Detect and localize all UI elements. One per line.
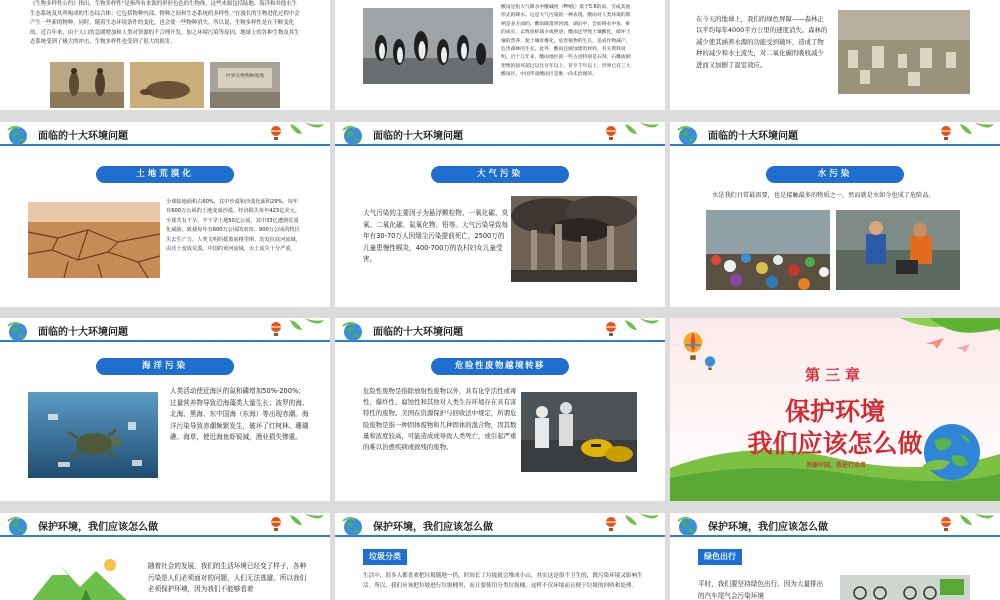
slide-title: 面临的十大环境问题	[373, 327, 463, 338]
balloon-leaves-decoration	[605, 122, 661, 146]
globe-icon	[6, 515, 30, 537]
forest-text: 在今天的地球上，我们的绿色屏障——森林正以平均每年4000平方公里的速度消失。森林的减少使其涵养水源的功能受到破坏，造成了物种的减少和水土流失，对二氧化碳的吸收减少进而又加剧了温室效应。	[696, 15, 828, 69]
photo-stumps	[838, 10, 970, 94]
photo-toxic-barrels	[521, 392, 637, 472]
balloon-leaves-decoration	[605, 318, 661, 342]
globe-icon	[676, 124, 700, 146]
slide-water	[670, 122, 1000, 307]
photo-carcass	[130, 62, 204, 108]
photo-polluted-shore	[706, 210, 830, 290]
ocean-label: 海洋污染	[96, 358, 234, 375]
slide-acid-rain	[335, 0, 665, 110]
desert-text: 全球陆地面积占60%，其中沙漠和沙漠化面积29%。每年有600万公顷的土地变成沙漠。经济损失每年423亿美元。全球共有干旱、半干旱土地50亿公顷，其中33亿遭到荒漠化威胁。致使每年有600万公顷的农田、900万公顷的牧区失去生产力。人类文明的摇篮底格里斯、幼发拉底河流域，由沃土变成荒漠。中国的黄河流域，水土流失十分严重。	[166, 199, 301, 253]
slide-header	[670, 122, 1000, 146]
hot-air-balloon-icon	[682, 332, 704, 362]
green-mountains-illustration	[30, 553, 130, 600]
globe-icon	[676, 515, 700, 537]
slide-header	[670, 513, 1000, 537]
hazard-label: 危险性废物越境转移	[431, 358, 569, 375]
slide-title: 面临的十大环境问题	[708, 131, 798, 142]
globe-icon	[341, 124, 365, 146]
slide-title: 保护环境，我们应该怎么做	[708, 522, 828, 533]
chapter-number: 第三章	[804, 366, 865, 384]
balloon-leaves-decoration	[605, 513, 661, 537]
water-label: 水污染	[766, 166, 904, 183]
balloon-leaves-decoration	[940, 513, 996, 537]
photo-penguins	[363, 8, 493, 84]
slide-header	[335, 318, 665, 342]
slide-title: 面临的十大环境问题	[38, 327, 128, 338]
globe-icon	[341, 320, 365, 342]
balloon-leaves-decoration	[270, 318, 326, 342]
balloon-leaves-decoration	[940, 122, 996, 146]
slide-biodiversity	[0, 0, 330, 110]
slide-desert	[0, 122, 330, 307]
paper-plane-icon	[926, 338, 944, 349]
slide-title: 保护环境，我们应该怎么做	[373, 522, 493, 533]
globe-icon	[6, 320, 30, 342]
air-text: 大气污染的主要因子为悬浮颗粒物、一氧化碳、臭氧、二氧化碳、氮氧化物、铅等。大气污染导致每年有30-70万人因烟尘污染提前死亡，2500万的儿童患慢性喉炎，400-700万的农村妇女儿童受害。	[363, 209, 509, 264]
slide-air	[335, 122, 665, 307]
slide-title: 面临的十大环境问题	[373, 131, 463, 142]
green-travel-text: 平时，我们要坚持绿色出行。因为大量排出的汽车尾气会污染环境	[698, 580, 824, 600]
photo-cracked-earth	[28, 202, 160, 278]
slide-ocean	[0, 318, 330, 501]
chapter-title-line2: 我们应该怎么做	[747, 429, 923, 458]
paper-plane-icon	[956, 344, 970, 353]
slide-title: 面临的十大环境问题	[38, 131, 128, 142]
hazard-text: 危险性废物是指除放射性废物以外，具有化学活性或毒性、爆炸性、腐蚀性和其他对人类生存环境存在具有害特性的废物。美国在资源保护与回收法中规定，所谓危险废物是指一种固体废物和几种固体的混合物，因其数量和浓度较高，可能造成或导致人类死亡，或引起严重的难以治愈疾病或致残的废物。	[363, 387, 517, 452]
slide-forest	[670, 0, 1000, 110]
slide-green-travel	[670, 513, 1000, 600]
balloon-leaves-decoration	[270, 513, 326, 537]
photo-cleanup-workers	[836, 210, 960, 290]
slide-header	[0, 122, 330, 146]
water-text: 水是我们日常最需要，也是接触最多的物质之一，然而就是水如今也成了危险品。	[712, 192, 935, 199]
earth-globe-icon	[922, 422, 982, 482]
photo-extinct-sign	[210, 62, 280, 108]
acid-rain-text: 酸雨是指大气降水中酸碱度（PH值）低于5.6的雨、雪或其他形式的降水。这是大气污染的一种表现。酸雨对人类环境的影响是多方面的。酸雨降落到河流、湖泊中，会妨碍水中鱼、虾的成长，以致鱼虾减少或绝迹；酸雨还导致土壤酸化，破坏土壤的营养，使土壤贫瘠化，危害植物的生长，造成作物减产，危害森林的生长。此外，酸雨还腐蚀建筑材料，有关资料说明，近十几年来，酸雨地区的一些古迹特别是石刻、石雕或铜塑像的损坏超过以往百年以上，甚至千年以上。世界已有三大酸雨区。中国华南酸雨区是唯一尚未治理的。	[501, 5, 631, 78]
photo-bicycles	[840, 575, 970, 600]
desert-label: 土地荒漠化	[96, 166, 234, 183]
slide-hazard	[335, 318, 665, 501]
slide-header	[335, 122, 665, 146]
garbage-text: 生活中，很多人都喜欢把垃圾随地一扔，时间长了垃圾就会堆成小山，其实这是很不卫生的，既污染环境又影响生活。所以，我们应该把垃圾进行垃圾桶里，而且要使用分类垃圾桶，这样不仅环境而且便于垃圾的回收和处理。	[363, 573, 643, 589]
photo-sea-turtle	[28, 392, 158, 478]
chapter-title-line1: 保护环境	[784, 397, 885, 426]
intro-text: 随着社会的发展，我们的生活环境已经变了样子，各种污染是人们必须面对的问题，人们无法逃避。所以我们必须保护环境，因为我们不能够看着	[148, 562, 307, 594]
slide-header	[335, 513, 665, 537]
slide-chapter	[670, 318, 1000, 501]
slide-header	[0, 513, 330, 537]
photo-smokestacks	[511, 196, 637, 282]
balloon-leaves-decoration	[270, 122, 326, 146]
slide-title: 保护环境，我们应该怎么做	[38, 522, 158, 533]
garbage-label: 垃圾分类	[363, 549, 407, 565]
globe-icon	[6, 124, 30, 146]
ocean-text: 人类活动使近海区的氮和磷增加50%-200%；过量营养物导致沿海藻类大量生长；波罗的海、北海、黑海、东中国海（东海）等出现赤潮。海洋污染导致赤潮频繁发生，破坏了红树林、珊瑚礁、海草，使近海鱼虾锐减，渔业损失惨重。	[170, 387, 309, 442]
globe-icon	[341, 515, 365, 537]
photo-hunters	[50, 62, 124, 108]
chapter-slogan: 美丽中国，我是行动者	[806, 462, 867, 469]
air-label: 大气污染	[431, 166, 569, 183]
extinct-sign-text: 世界灭绝物种墓地	[225, 74, 265, 79]
slide-protect-intro	[0, 513, 330, 600]
slide-garbage	[335, 513, 665, 600]
green-travel-label: 绿色出行	[698, 549, 742, 565]
slide-header	[0, 318, 330, 342]
biodiversity-text: 《生物多样性公约》指出，生物多样性“是指所有来源的形形色色的生物体，这些来源包括陆地、海洋和其他水生生态系统及其所构成的生态综合体；它包括物种内部、物种之间和生态系统的多样性。”在漫长的生物进化过程中会产生一些新的物种，同时，随着生态环境条件的变化，也会使一些物种消失。所以说，生物多样性是在不断变化的。近百年来，由于人口的急剧增加和人类对资源的不合理开发，加之环境污染等原因，地球上的各种生物及其生态系统受到了极大的冲击，生物多样性也受到了很大的损害。	[30, 1, 300, 46]
